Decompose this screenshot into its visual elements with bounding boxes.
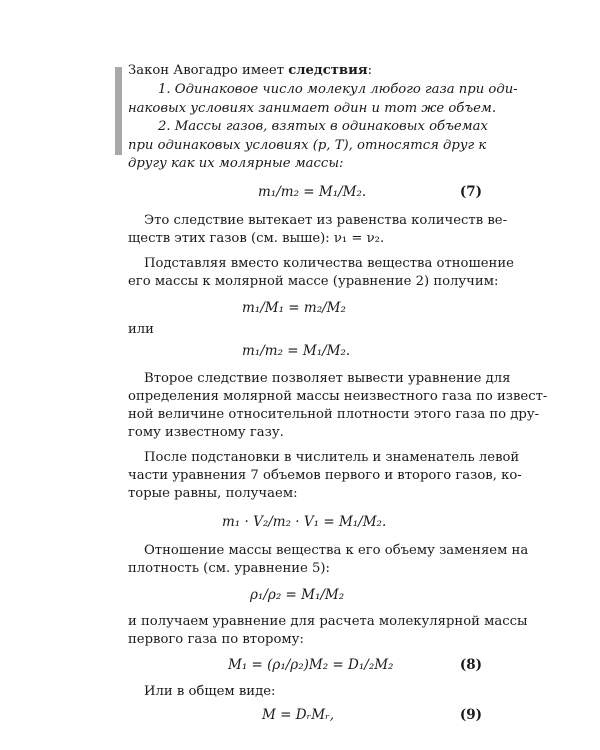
paragraph-3-text-2: определения молярной массы неизвестного газа по извест-: [128, 389, 548, 404]
equation-density: [0, 586, 600, 604]
equation-8-formula: M₁ = (ρ₁/ρ₂)M₂ = D₁/₂M₂: [228, 657, 394, 673]
equation-8: [0, 656, 600, 674]
equation-mass-ratio-b-formula: m₁/m₂ = M₁/M₂.: [242, 343, 351, 359]
equation-9: [0, 706, 600, 724]
corollary-1-line-1: 1. Одинаковое число молекул любого газа при оди-: [158, 82, 518, 97]
paragraph-1-text-1: Это следствие вытекает из равенства количеств ве-: [144, 213, 508, 228]
equation-9-formula: M = DᵣMᵣ,: [262, 707, 335, 723]
equation-density-formula: ρ₁/ρ₂ = M₁/M₂: [250, 587, 345, 603]
corollaries-intro-colon: :: [367, 63, 373, 78]
equation-7-formula: m₁/m₂ = M₁/M₂.: [258, 184, 367, 200]
equation-mass-ratio-a-formula: m₁/M₁ = m₂/M₂: [242, 300, 346, 316]
equation-volume-formula: m₁ · V₂/m₂ · V₁ = M₁/M₂.: [222, 514, 387, 530]
corollaries-intro-text: Закон Авогадро имеет: [128, 63, 289, 78]
paragraph-5-text-1: Отношение массы вещества к его объему заменяем на: [144, 543, 529, 558]
paragraph-4-text-3: торые равны, получаем:: [128, 486, 298, 501]
corollaries-intro-bold: следствия: [288, 63, 368, 78]
equation-9-number: (9): [459, 707, 482, 723]
corollary-2-line-2: при одинаковых условиях (p, T), относятся друг к: [128, 138, 487, 153]
corollary-sidebar-rule: [115, 67, 122, 155]
equation-mass-ratio-a: [0, 299, 600, 317]
paragraph-5-text-2: плотность (см. уравнение 5):: [128, 561, 330, 576]
paragraph-1-text-2: ществ этих газов (см. выше): ν₁ = ν₂.: [128, 231, 385, 246]
equation-8-number: (8): [459, 657, 482, 673]
equation-7: [0, 183, 600, 201]
paragraph-2-text-2: его массы к молярной массе (уравнение 2) получим:: [128, 274, 499, 289]
corollary-2-line-3: другу как их молярные массы:: [128, 156, 344, 171]
word-or-text: или: [128, 322, 154, 337]
paragraph-4-text-1: После подстановки в числитель и знаменатель левой: [144, 450, 520, 465]
paragraph-7-text-1: Или в общем виде:: [144, 684, 276, 699]
equation-mass-ratio-b: [0, 342, 600, 360]
corollary-2-line-1: 2. Массы газов, взятых в одинаковых объемах: [158, 119, 488, 134]
equation-7-number: (7): [459, 184, 482, 200]
paragraph-6-text-1: и получаем уравнение для расчета молекулярной массы: [128, 614, 528, 629]
paragraph-6-text-2: первого газа по второму:: [128, 632, 304, 647]
paragraph-4-text-2: части уравнения 7 объемов первого и второго газов, ко-: [128, 468, 522, 483]
corollary-1-line-2: наковых условиях занимает один и тот же объем.: [128, 101, 497, 116]
paragraph-3-text-3: ной величине относительной плотности этого газа по дру-: [128, 407, 540, 422]
equation-volume: [0, 513, 600, 531]
paragraph-2-text-1: Подставляя вместо количества вещества отношение: [144, 256, 514, 271]
paragraph-3-text-4: гому известному газу.: [128, 425, 284, 440]
paragraph-3-text-1: Второе следствие позволяет вывести уравнение для: [144, 371, 511, 386]
